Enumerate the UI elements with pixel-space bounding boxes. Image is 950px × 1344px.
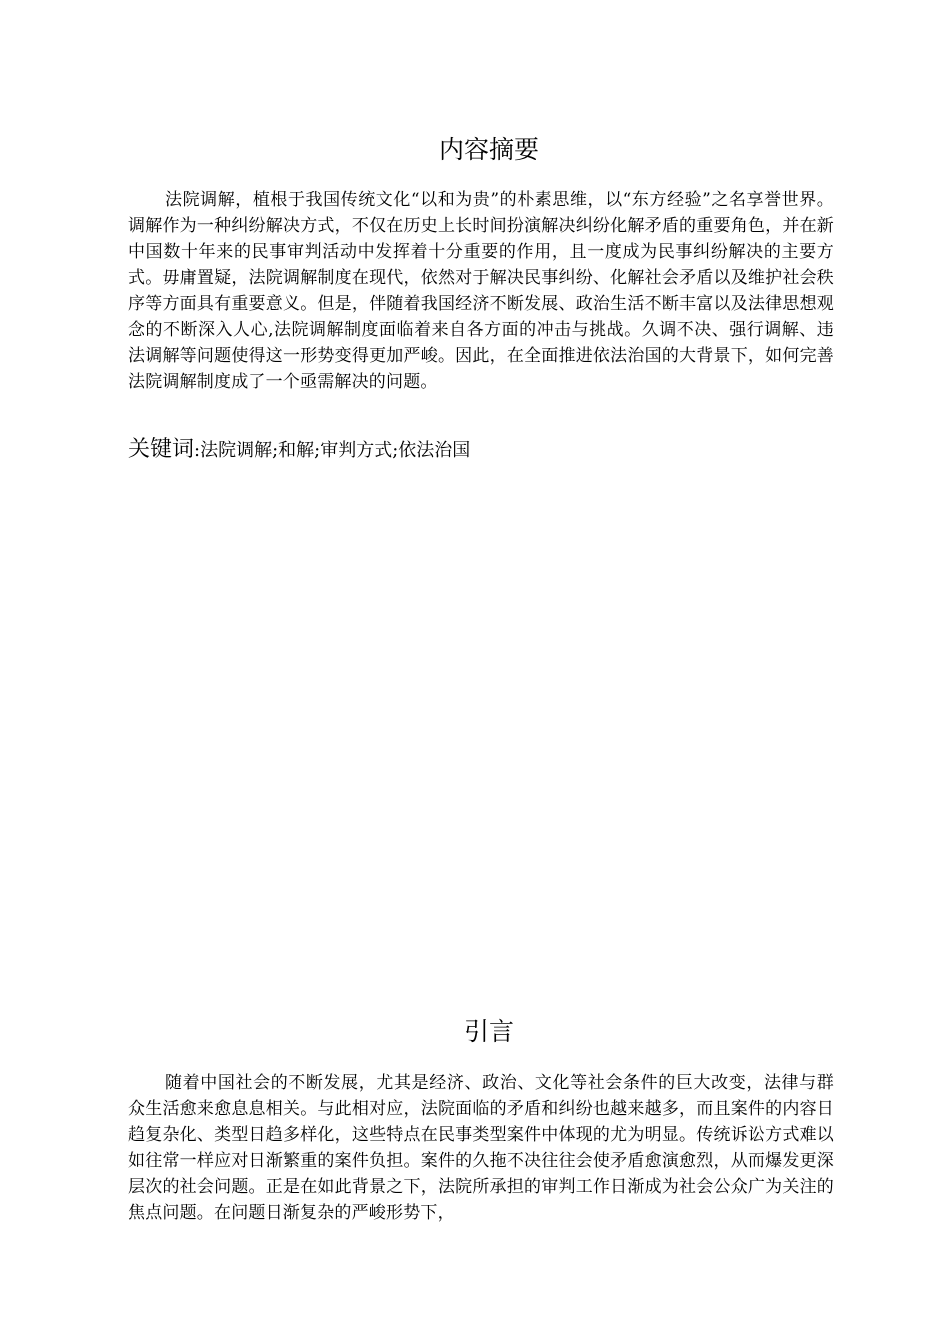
keywords-items: 法院调解;和解;审判方式;依法治国 — [200, 440, 471, 461]
keywords-separator: : — [194, 440, 201, 461]
keywords-line — [128, 435, 470, 466]
keywords-label: 关键词 — [128, 437, 195, 462]
introduction-body: 随着中国社会的不断发展，尤其是经济、政治、文化等社会条件的巨大改变，法律与群众生活愈来愈息息相关。与此相对应，法院面临的矛盾和纠纷也越来越多，而且案件的内容日趋复杂化、类型日趋多样化，这些特点在民事类型案件中体现的尤为明显。传统诉讼方式难以如往常一样应对日渐繁重的案件负担。案件的久拖不决往往会使矛盾愈演愈烈，从而爆发更深层次的社会问题。正是在如此背景之下，法院所承担的审判工作日渐成为社会公众广为关注的焦点问题。在问题日渐复杂的严峻形势下， — [128, 1073, 834, 1223]
introduction-title: 引言 — [463, 1017, 514, 1046]
abstract-body: 法院调解，植根于我国传统文化“以和为贵”的朴素思维，以“东方经验”之名享誉世界。调解作为一种纠纷解决方式，不仅在历史上长时间扮演解决纠纷化解矛盾的重要角色，并在新中国数十年来的民事审判活动中发挥着十分重要的作用，且一度成为民事纠纷解决的主要方式。毋庸置疑，法院调解制度在现代，依然对于解决民事纠纷、化解社会矛盾以及维护社会秩序等方面具有重要意义。但是，伴随着我国经济不断发展、政治生活不断丰富以及法律思想观念的不断深入人心,法院调解制度面临着来自各方面的冲击与挑战。久调不决、强行调解、违法调解等问题使得这一形势变得更加严峻。因此，在全面推进依法治国的大背景下，如何完善法院调解制度成了一个亟需解决的问题。 — [128, 190, 834, 392]
abstract-title: 内容摘要 — [438, 135, 539, 164]
